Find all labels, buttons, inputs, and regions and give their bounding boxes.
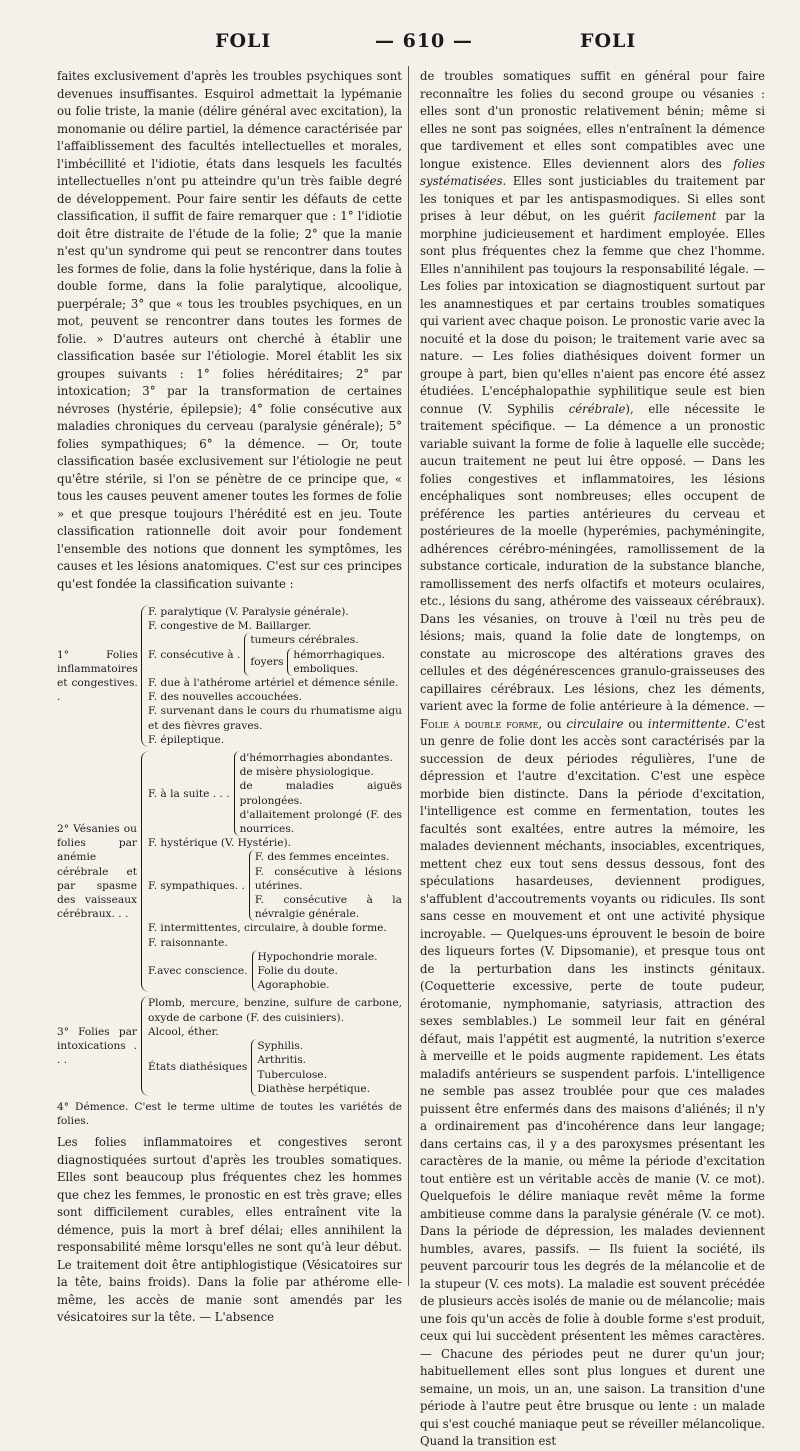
sub-brace: [252, 950, 378, 993]
item: F. épileptique.: [148, 733, 225, 746]
text-run: ou: [628, 716, 643, 731]
item: F. congestive de M. Baillarger.: [148, 620, 312, 633]
item-row: [250, 648, 385, 676]
item: d'allaitement prolongé (F. des nourrices.: [239, 808, 402, 836]
item: F. raisonnante.: [148, 936, 228, 949]
group-label: 1° Folies inflammatoires et congestives. .: [57, 648, 138, 704]
sub-brace: [244, 633, 385, 676]
group-vesanies: [57, 751, 402, 992]
item-label: F. sympathiques. .: [148, 879, 245, 892]
text-run: ), elle nécessite le traitement spécifique. — La démence a un pronostic variable suivant la forme de folie à laquelle elle succède; aucun traitement ne peut lui être opposé. — Dans les folies congestives et inflammatoires, les lésions encéphaliques sont nombreuses; elles occupent de préférence les parties antérieures du cerveau et postérieures de la moelle (hyperémies, pachyméningite, adhérences cérébro-méningées, ramollissement de la substance corticale, induration de la substance blanche, ramollissement des nerfs olfactifs et moteurs oculaires, etc., lésions du sang, athérome des vaisseaux cérébraux). Dans les vésanies, on trouve à l'œil nu très peu de lésions; mais, quand la folie date de longtemps, on constate au microscope des altérations graves des cellules et des dégénérescences granulo-graisseuses des capillaires cérébraux. Les lésions, chez les déments, varient avec la forme de folie antérieure à la démence. —: [420, 401, 766, 713]
item: F. survenant dans le cours du rhumatisme aigu et des fièvres graves.: [148, 705, 402, 732]
item-row: [148, 751, 402, 836]
emphasis: intermittente.: [647, 716, 731, 731]
item: F. hystérique (V. Hystérie).: [148, 837, 291, 850]
item: emboliques.: [293, 662, 359, 675]
text-run: par la morphine judicieusement et hardiment employée. Elles sont plus fréquentes chez la femme que chez l'homme. Elles n'annihilent pas toujours la responsabilité légale. — Les folies par intoxication se diagnostiquent surtout par les anamnestiques et par certains troubles somatiques qui varient avec chaque poison. Le pronostic varie avec la nocuité et la dose du poison; le traitement varie avec sa nature. — Les folies diathésiques doivent former un groupe à part, bien qu'elles n'aient pas encore été assez étudiées. L'encéphalopathie syphilitique seule est bien connue (V. Syphilis: [420, 209, 766, 416]
running-head-right: FOLI: [580, 30, 637, 52]
group-dementia: 4° Démence. C'est le terme ultime de toutes les variétés de folies.: [57, 1100, 402, 1128]
sub-brace: [234, 751, 402, 836]
running-head-left: FOLI: [215, 30, 272, 52]
item: hémorrhagiques.: [293, 648, 386, 661]
item-label: foyers: [250, 655, 284, 668]
sub-brace: [251, 1039, 370, 1096]
group-label: 2° Vésanies ou folies par anémie cérébrale et par spasme des vaisseaux cérébraux. . .: [57, 823, 137, 921]
item-row: [148, 633, 402, 676]
item: Folie du doute.: [257, 965, 338, 978]
item-row: [148, 1039, 402, 1096]
item-label: F. à la suite . . .: [148, 787, 230, 800]
text-run: Elles sont justiciables du traitement par les toniques et par les antispasmodiques. Si elles sont prises à leur début, on les guérit: [420, 174, 765, 223]
text-run: ou: [547, 716, 562, 731]
item: Agoraphobie.: [257, 979, 330, 992]
item: de maladies aiguës prolongées.: [239, 780, 402, 807]
item: Hypochondrie morale.: [257, 950, 378, 963]
group-intoxication: [57, 996, 402, 1095]
text-run: de troubles somatiques suffit en général pour faire reconnaître les folies du second groupe ou vésanies : elles sont d'un pronostic relativement bénin; même si elles ne sont pas soignées, elles n'entraînent la démence que tardivement et elles sont compatibles avec une longue existence. Elles deviennent alors des: [420, 69, 765, 171]
item-label: F. consécutive à .: [148, 648, 241, 661]
paragraph-classifications: faites exclusivement d'après les troubles psychiques sont devenues insuffisantes. Esquirol admettait la lypémanie ou folie triste, la manie (délire général avec excitation), la monomanie ou délire partiel, la démence caractérisée par l'affaiblissement des facultés intellectuelles et morales, l'imbécillité et l'idiotie, états dans lesquels les facultés intellectuelles n'ont pu atteindre qu'un très faible degré de développement. Pour faire sentir les défauts de cette classification, il suffit de faire remarquer que : 1° l'idiotie doit être distraite de l'étude de la folie; 2° que la manie n'est qu'un syndrome qui peut se rencontrer dans toutes les formes de folie, dans la folie hystérique, dans la folie à double forme, dans la folie paralytique, alcoolique, puerpérale; 3° que « tous les troubles psychiques, en un mot, peuvent se rencontrer dans toutes les formes de folie. » D'autres auteurs ont cherché à établir une classification basée sur l'étiologie. Morel établit les six groupes suivants : 1° folies héréditaires; 2° par intoxication; 3° par la transformation de certaines névroses (hystérie, épilepsie); 4° folie consécutive aux maladies chroniques du cerveau (paralysie générale); 5° folies sympathiques; 6° la démence. — Or, toute classification basée exclusivement sur l'étiologie ne peut qu'être stérile, si l'on se pénètre de ce principe que, « tous les causes peuvent amener toutes les formes de folie » et que presque toujours l'hérédité est en jeu. Toute classification rationnelle doit avoir pour fondement l'ensemble des notions que donnent les symptômes, les causes et les lésions anatomiques. C'est sur ces principes qu'est fondée la classification suivante :: [57, 69, 402, 591]
group-inflammatory: [57, 605, 402, 747]
emphasis: folies systématisées.: [420, 156, 765, 188]
item: tumeurs cérébrales.: [250, 634, 359, 647]
text-run: C'est un genre de folie dont les accès sont caractérisés par la succession de deux périodes régulières, l'une de dépression et l'autre d'excitation. C'est une espèce morbide bien distincte. Dans la période d'excitation, l'intelligence est comme en fermentation, toutes les facultés sont exaltées, entre autres la mémoire, les malades deviennent méchants, insociables, excentriques, mettent chez eux tout sens dessus dessous, font des spéculations hasardeuses, deviennent prodigues, s'affublent d'accoutrements voyants ou ridicules. Ils sont sans cesse en mouvement et ont une activité physique incroyable. — Quelques-uns éprouvent le besoin de boire des liqueurs fortes (V. Dipsomanie), et presque tous ont de la perturbation dans les instincts génitaux. (Coquetterie excessive, perte de toute pudeur, érotomanie, nymphomanie, satyriasis, attraction des sexes semblables.) Le sommeil leur fait en général défaut, mais l'appétit est augmenté, la nutrition s'exerce à merveille et le poids augmente rapidement. Les états maladifs antérieurs se suspendent parfois. L'intelligence ne semble pas assez troublée pour que ces malades puissent être enfermés dans des maisons d'aliénés; il n'y a ordinairement pas d'incohérence dans leur langage; dans certains cas, il y a des paroxysmes présentant les caractères de la manie, ou même la période d'excitation tout entière est un véritable accès de manie (V. ce mot). Quelquefois le délire maniaque revêt même la forme ambitieuse comme dans la paralysie générale (V. ce mot). Dans la période de dépression, les malades deviennent humbles, avares, passifs. — Ils fuient la société, ils peuvent parcourir tous les degrés de la mélancolie et de la stupeur (V. ces mots). La maladie est souvent précédée de plusieurs accès isolés de manie ou de mélancolie; mais une fois qu'un accès de folie à double forme s'est produit, ceux qui lui succèdent présentent les mêmes caractères. — Chacune des périodes peut ne durer qu'un jour; habituellement elles sont plus longues et durent une semaine, un mois, un an, une saison. La transition d'une période à l'autre peut être brusque ou lente : un malade qui s'est couché maniaque peut se réveiller mélancolique. Quand la transition est: [420, 716, 766, 1448]
classification-table: [57, 605, 402, 1128]
item: Syphilis.: [257, 1040, 304, 1053]
emphasis: facilement: [653, 209, 717, 223]
item-row: [148, 850, 402, 921]
paragraph-inflammatory: Les folies inflammatoires et congestives seront diagnostiquées surtout d'après les troubles somatiques. Elles sont beaucoup plus fréquentes chez les hommes que chez les femmes, le pronostic en est très grave; elles sont difficilement curables, elles entraînent vite la démence, puis la mort à bref délai; elles annihilent la responsabilité même lorsqu'elles ne sont qu'à leur début. Le traitement doit être antiphlogistique (Vésicatoires sur la tête, bains froids). Dans la folie par athérome elle-même, les accès de manie sont amendés par les vésicatoires sur la tête. — L'absence: [57, 1135, 402, 1325]
item: F. des nouvelles accouchées.: [148, 691, 302, 704]
group-brace: [141, 605, 402, 747]
item: de misère physiologique.: [239, 766, 374, 779]
item: Arthritis.: [257, 1054, 307, 1067]
emphasis: cérébrale: [568, 401, 626, 416]
paragraph-vesanies: [420, 68, 765, 1451]
item: d'hémorrhagies abondantes.: [239, 752, 393, 765]
item: F. due à l'athérome artériel et démence sénile.: [148, 677, 399, 690]
sub-brace: [249, 850, 402, 921]
left-column: [57, 68, 402, 1327]
sub-brace: [287, 648, 385, 676]
item-label: États diathésiques: [148, 1061, 248, 1074]
item: F. consécutive à lésions utérines.: [254, 865, 402, 892]
group-brace: [141, 751, 402, 992]
right-column: [420, 68, 765, 1451]
item: Diathèse herpétique.: [257, 1082, 371, 1095]
group-brace: [141, 996, 402, 1095]
item: F. paralytique (V. Paralysie générale).: [148, 606, 349, 618]
page-number: — 610 —: [375, 30, 473, 52]
column-divider: [408, 66, 409, 1286]
group-label: 3° Folies par intoxications . . .: [57, 1025, 137, 1067]
item: F. intermittentes, circulaire, à double forme.: [148, 922, 387, 935]
item: Alcool, éther.: [148, 1025, 219, 1038]
item: F. consécutive à la névralgie générale.: [254, 894, 402, 921]
item: F. des femmes enceintes.: [254, 851, 390, 864]
section-title: Folie à double forme,: [420, 716, 543, 731]
emphasis: circulaire: [566, 716, 624, 731]
item-row: [148, 950, 402, 993]
item-label: F.avec conscience.: [148, 965, 248, 978]
item: Tuberculose.: [257, 1068, 327, 1081]
item: Plomb, mercure, benzine, sulfure de carbone, oxyde de carbone (F. des cuisiniers).: [148, 997, 402, 1024]
